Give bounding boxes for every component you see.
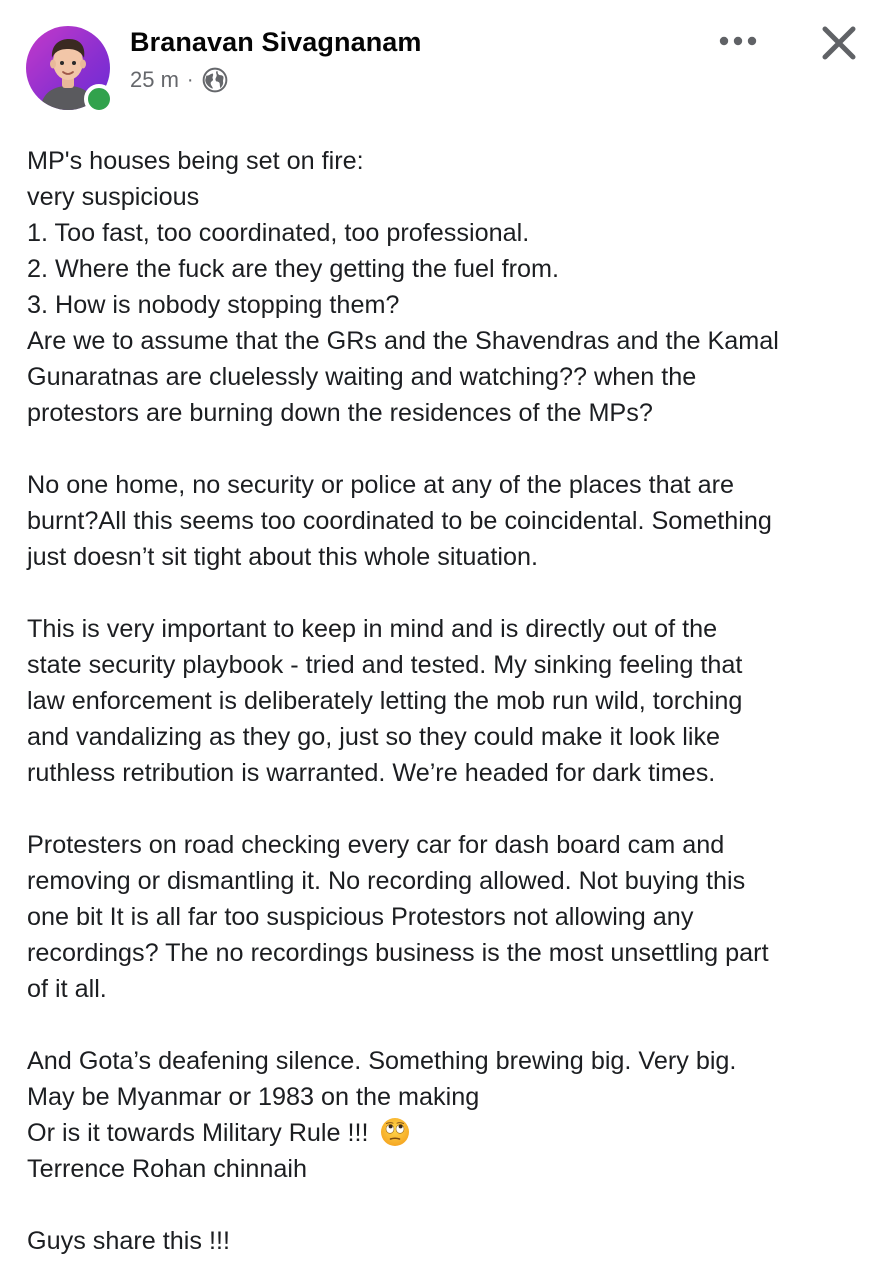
post-text-line	[27, 863, 867, 899]
post-text-line-content: No one home, no security or police at any of the places that are	[27, 471, 735, 499]
post-text-line-content: of it all.	[27, 975, 107, 1003]
post-text-line	[27, 323, 867, 359]
paragraph-break	[27, 1007, 867, 1043]
post-text-line-content: Terrence Rohan chinnaih	[27, 1155, 308, 1183]
post-text-line	[27, 1079, 867, 1115]
post-text-line-content: Guys share this !!!	[27, 1227, 230, 1255]
post-text-line	[27, 1043, 867, 1079]
author-name[interactable]: Branavan Sivagnanam	[130, 27, 422, 57]
post-text-line-content: May be Myanmar or 1983 on the making	[27, 1083, 480, 1111]
post-text-line-content: and vandalizing as they go, just so they could make it look like	[27, 723, 721, 751]
post-text-line	[27, 251, 867, 287]
globe-icon[interactable]	[202, 67, 228, 93]
paragraph-break	[27, 431, 867, 467]
post-text-line-content: just doesn’t sit tight about this whole situation.	[27, 543, 539, 571]
post-text-line	[27, 539, 867, 575]
post-text-line-content: 1. Too fast, too coordinated, too professional.	[27, 219, 530, 247]
post-text-line	[27, 395, 867, 431]
post-text-line	[27, 719, 867, 755]
post-text-line	[27, 503, 867, 539]
post-text-line	[27, 935, 867, 971]
post-text-line	[27, 1151, 867, 1187]
post-text-line-content: removing or dismantling it. No recording allowed. Not buying this	[27, 867, 746, 895]
post-text-line-content: This is very important to keep in mind and is directly out of the	[27, 615, 718, 643]
more-horizontal-icon	[718, 35, 758, 47]
post-text-line-content: ruthless retribution is warranted. We’re headed for dark times.	[27, 759, 716, 787]
post-text-line	[27, 1223, 867, 1259]
post-text-line-content: Protesters on road checking every car for dash board cam and	[27, 831, 725, 859]
post-text-line-content: state security playbook - tried and tested. My sinking feeling that	[27, 651, 743, 679]
post-text-line-content: recordings? The no recordings business is the most unsettling part	[27, 939, 769, 967]
close-button[interactable]	[818, 22, 860, 64]
post-text-line-content: burnt?All this seems too coordinated to be coincidental. Something	[27, 507, 772, 535]
post-text-line	[27, 215, 867, 251]
post-text-line	[27, 971, 867, 1007]
post-text-line	[27, 359, 867, 395]
post-text-line	[27, 755, 867, 791]
post-text-line	[27, 179, 867, 215]
post-text-line	[27, 287, 867, 323]
close-icon	[820, 24, 858, 62]
post-text-line	[27, 467, 867, 503]
post-header	[0, 0, 882, 130]
meta-separator: ·	[186, 68, 194, 91]
post-text-line	[27, 647, 867, 683]
post-text-line-content: Are we to assume that the GRs and the Shavendras and the Kamal	[27, 327, 779, 355]
post-text-line	[27, 899, 867, 935]
post-text-line-content: 3. How is nobody stopping them?	[27, 291, 400, 319]
post-text-line-content: very suspicious	[27, 183, 200, 211]
online-status-indicator	[84, 84, 114, 114]
more-options-button[interactable]	[716, 26, 760, 56]
paragraph-break	[27, 791, 867, 827]
post-text-line	[27, 683, 867, 719]
post-text-line-content: 2. Where the fuck are they getting the fuel from.	[27, 255, 560, 283]
face-with-rolling-eyes-emoji	[380, 1117, 410, 1147]
post-text-line-content: Or is it towards Military Rule !!!	[27, 1119, 376, 1147]
post-text-line-content: MP's houses being set on fire:	[27, 147, 364, 175]
post-text-line	[27, 143, 867, 179]
post-text-line	[27, 827, 867, 863]
post-text-line-content: protestors are burning down the residences of the MPs?	[27, 399, 653, 427]
post-text-line-content: Gunaratnas are cluelessly waiting and watching?? when the	[27, 363, 697, 391]
post-text	[27, 143, 867, 1259]
post-text-line-content: one bit It is all far too suspicious Protestors not allowing any	[27, 903, 694, 931]
post-text-line	[27, 1115, 867, 1151]
post-meta	[130, 66, 228, 94]
post-text-line-content: law enforcement is deliberately letting the mob run wild, torching	[27, 687, 743, 715]
post-text-line	[27, 611, 867, 647]
paragraph-break	[27, 1187, 867, 1223]
post-text-line-content: And Gota’s deafening silence. Something brewing big. Very big.	[27, 1047, 737, 1075]
post-timestamp[interactable]: 25 m	[130, 67, 179, 92]
paragraph-break	[27, 575, 867, 611]
